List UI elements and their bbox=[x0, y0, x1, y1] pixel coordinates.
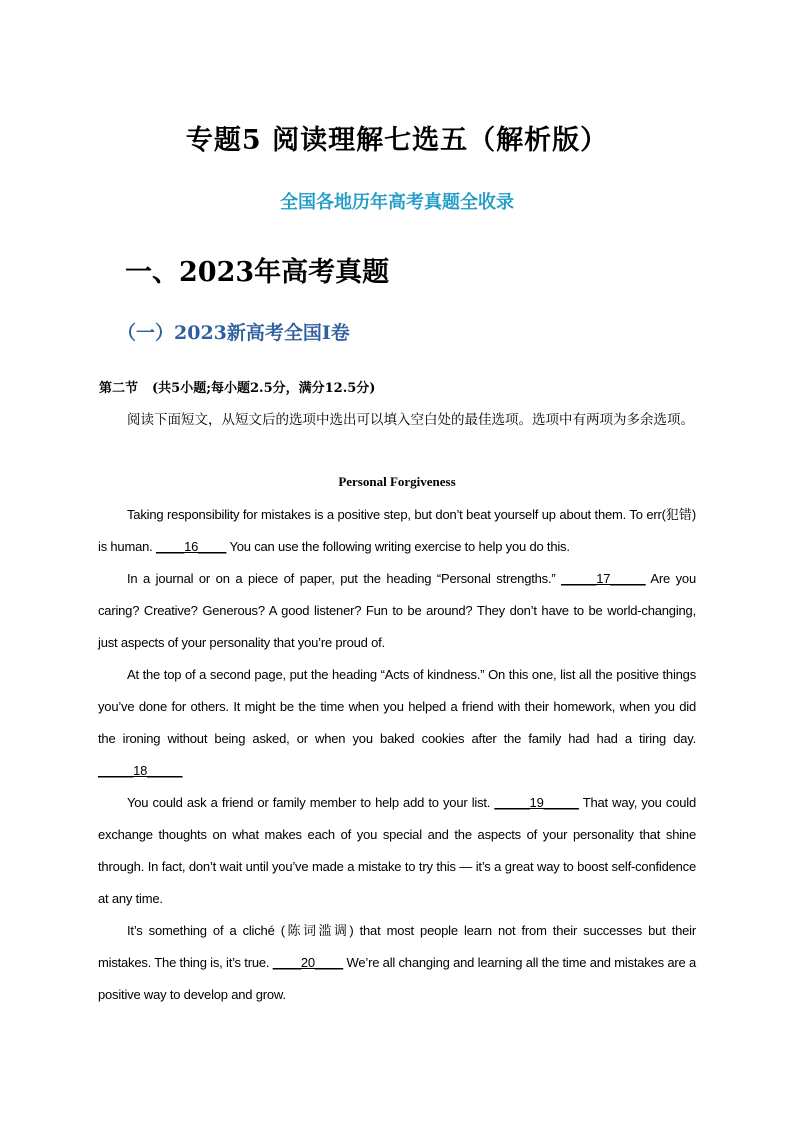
subsection-heading: （一）2023新高考全国Ⅰ卷 bbox=[117, 322, 350, 344]
paragraph-1 bbox=[98, 499, 696, 563]
paragraph-text: You could ask a friend or family member to help add to your list. bbox=[127, 795, 495, 810]
paragraph-2 bbox=[98, 563, 696, 659]
part-info: (共5小题;每小题2.5分，满分12.5分) bbox=[152, 381, 376, 396]
paragraph-text: Taking responsibility for mistakes is a positive step, but don’t beat yourself up about them. To err(犯错) is human. bbox=[98, 507, 696, 554]
paragraph-text: We’re all changing and learning all the time and mistakes are a positive way to develop and grow. bbox=[98, 955, 697, 1002]
part-header bbox=[99, 377, 389, 396]
passage-body bbox=[98, 499, 696, 1011]
blank-19: _____19_____ bbox=[494, 795, 579, 810]
instructions: 阅读下面短文，从短文后的选项中选出可以填入空白处的最佳选项。选项中有两项为多余选项。 bbox=[127, 412, 694, 428]
paragraph-5 bbox=[98, 915, 696, 1011]
document-title: 专题5 阅读理解七选五（解析版） bbox=[185, 125, 609, 156]
section-heading: 一、2023年高考真题 bbox=[125, 257, 390, 288]
paragraph-text: Are you caring? Creative? Generous? A good listener? Fun to be around? They don’t have to be world-changing, just aspects of your personality that you’re proud of. bbox=[98, 571, 696, 650]
paragraph-text: In a journal or on a piece of paper, put the heading “Personal strengths.” bbox=[127, 571, 562, 586]
paragraph-text: It’s something of a cliché (陈词滥调) that most people learn not from their successes but their mistakes. The thing is, it’s true. bbox=[98, 923, 696, 970]
blank-18: _____18_____ bbox=[98, 763, 183, 778]
paragraph-4 bbox=[98, 787, 696, 915]
passage-title: Personal Forgiveness bbox=[338, 474, 456, 489]
paragraph-text: At the top of a second page, put the heading “Acts of kindness.” On this one, list all the positive things you’ve done for others. It might be the time when you helped a friend with their homework, when you did the ironing without being asked, or when you baked cookies after the family had had a tiring day. bbox=[98, 667, 696, 746]
blank-17: _____17_____ bbox=[561, 571, 646, 586]
paragraph-text: That way, you could exchange thoughts on what makes each of you special and the aspects of your personality that shine through. In fact, don’t wait until you’ve made a mistake to try this — it’s a great way to boost self-confidence at any time. bbox=[98, 795, 696, 906]
document-subtitle: 全国各地历年高考真题全收录 bbox=[280, 192, 514, 213]
paragraph-3 bbox=[98, 659, 696, 787]
blank-20: ____20____ bbox=[272, 955, 344, 970]
blank-16: ____16____ bbox=[155, 539, 227, 554]
paragraph-text: You can use the following writing exercise to help you do this. bbox=[226, 539, 570, 554]
part-label: 第二节 bbox=[99, 381, 139, 396]
